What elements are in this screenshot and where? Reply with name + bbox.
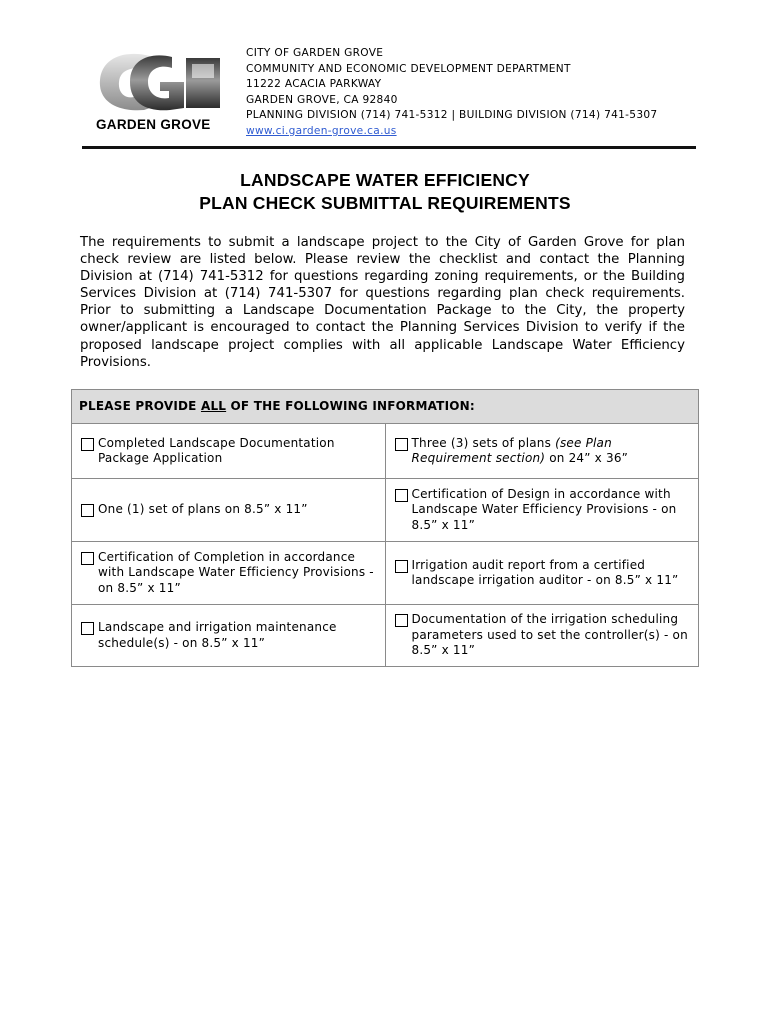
header-emphasis: ALL [200, 398, 227, 413]
item-text: Documentation of the irrigation scheduling parameters used to set the controller(s) - on 8.5” x 11” [411, 612, 688, 658]
item-text: Completed Landscape Documentation Package Application [98, 435, 335, 465]
checkbox-icon[interactable] [395, 489, 408, 502]
item-text: Certification of Completion in accordance with Landscape Water Efficiency Provisions - on 8.5” x 11” [98, 549, 374, 595]
address-line-4: GARDEN GROVE, CA 92840 [246, 93, 398, 106]
checklist-item[interactable]: Three (3) sets of plans (see Plan Requirement section) on 24” x 36” [385, 424, 699, 479]
checklist-item[interactable] [72, 605, 386, 667]
document-title-line-2: PLAN CHECK SUBMITTAL REQUIREMENTS [199, 193, 571, 213]
checkbox-icon[interactable] [81, 504, 94, 517]
checklist-item[interactable] [385, 479, 699, 542]
checklist-item[interactable] [385, 542, 699, 605]
address-line-3: 11222 ACACIA PARKWAY [246, 78, 382, 91]
requirements-checklist [71, 389, 699, 667]
city-logo-icon [88, 50, 228, 116]
address-line-2: COMMUNITY AND ECONOMIC DEVELOPMENT DEPARTMENT [246, 62, 571, 75]
website-link[interactable]: www.ci.garden-grove.ca.us [246, 124, 397, 137]
checklist-item[interactable] [72, 542, 386, 605]
checklist-item[interactable] [72, 424, 386, 479]
document-title-line-1: LANDSCAPE WATER EFFICIENCY [240, 170, 530, 190]
header-divider [82, 146, 696, 149]
checklist-item[interactable] [72, 479, 386, 542]
item-text: Irrigation audit report from a certified landscape irrigation auditor - on 8.5” x 11” [411, 557, 679, 587]
item-text: Certification of Design in accordance with Landscape Water Efficiency Provisions - on 8.5” x 11” [411, 486, 677, 532]
checkbox-icon[interactable] [395, 614, 408, 627]
item-text: Landscape and irrigation maintenance schedule(s) - on 8.5” x 11” [98, 620, 337, 650]
checklist-item[interactable] [385, 605, 699, 667]
address-line-1: CITY OF GARDEN GROVE [246, 47, 384, 59]
intro-paragraph: The requirements to submit a landscape project to the City of Garden Grove for plan check review are listed below. Please review the checklist and contact the Planning Division at (714) 741-5312 for questions regarding zoning requirements, or the Building Services Division at (714) 741-5307 for questions regarding plan check requirements. Prior to submitting a Landscape Documentation Package to the City, the property owner/applicant is encouraged to contact the Planning Services Division to verify if the proposed landscape project complies with all applicable Landscape Water Efficiency Provisions. [80, 235, 685, 370]
logo-text: GARDEN GROVE [96, 117, 211, 132]
department-address [246, 46, 657, 140]
checkbox-icon[interactable] [395, 438, 408, 451]
address-line-5: PLANNING DIVISION (714) 741-5312 | BUILDING DIVISION (714) 741-5307 [246, 109, 658, 122]
city-logo [88, 50, 238, 136]
checkbox-icon[interactable] [395, 560, 408, 573]
checkbox-icon[interactable] [81, 552, 94, 565]
checkbox-icon[interactable] [81, 622, 94, 635]
checkbox-icon[interactable] [81, 438, 94, 451]
checklist-header: PLEASE PROVIDE ALL OF THE FOLLOWING INFORMATION: [72, 390, 699, 424]
item-text: One (1) set of plans on 8.5” x 11” [98, 502, 308, 517]
